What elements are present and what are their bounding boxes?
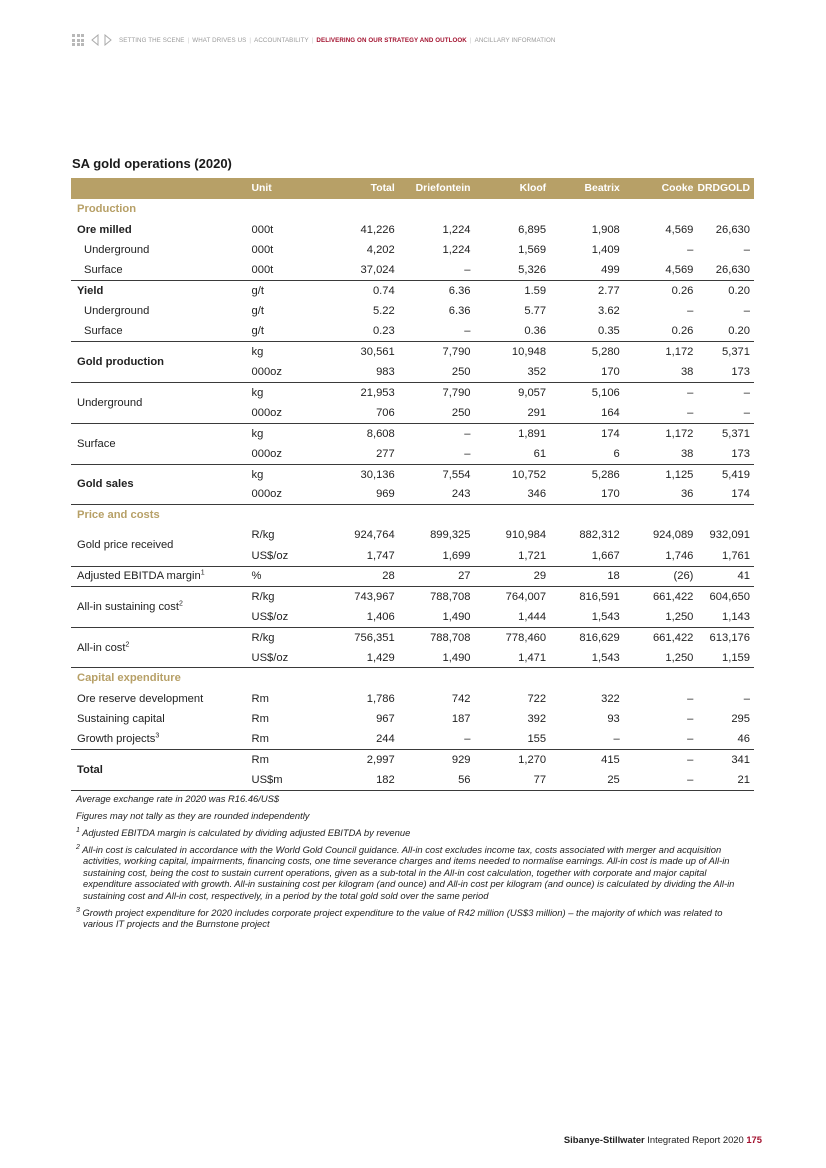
previous-page-icon[interactable] bbox=[90, 34, 100, 46]
row-label-text: Surface bbox=[84, 325, 123, 338]
table-row bbox=[71, 525, 754, 545]
row-unit: Rm bbox=[251, 712, 269, 725]
row-value: 341 bbox=[731, 753, 750, 766]
table-row bbox=[71, 566, 754, 586]
row-value: 182 bbox=[319, 770, 399, 790]
note-rounding: Figures may not tally as they are rounded independently bbox=[76, 810, 310, 821]
footnote-marker: 2 bbox=[178, 600, 183, 608]
row-value: 41 bbox=[697, 566, 754, 586]
header-cooke: Cooke bbox=[624, 178, 698, 199]
row-label-text: Sustaining capital bbox=[77, 712, 165, 725]
row-value: 1,406 bbox=[319, 607, 399, 627]
header-kloof: Kloof bbox=[475, 178, 551, 199]
row-value: 77 bbox=[475, 770, 551, 790]
header-beatrix: Beatrix bbox=[550, 178, 624, 199]
row-unit: kg bbox=[251, 346, 264, 359]
row-value: 1,471 bbox=[475, 648, 551, 668]
row-value: 38 bbox=[624, 362, 698, 382]
row-unit: kg bbox=[251, 386, 264, 399]
table-row bbox=[71, 464, 754, 484]
row-value: 4,569 bbox=[624, 260, 698, 280]
row-value: 174 bbox=[697, 484, 754, 504]
row-value: 1,761 bbox=[697, 546, 754, 566]
row-value: – bbox=[743, 692, 750, 705]
nav-what-drives-us[interactable]: WHAT DRIVES US bbox=[192, 36, 247, 44]
footnote-2-text: All-in cost is calculated in accordance with the World Gold Council guidance. All-in cost excludes income tax, costs associated with merger and acquisition activities, working capital, impairments, financing costs, one time severance charges and items needed to normalise earnings. All-in cost is made up of All-in sustaining cost, being the cost to sustain current operations, given as a sub-total in the All-in cost calculation, together with corporate and major capital expenditure associated with growth. All-in sustaining cost per kilogram (and ounce) and All-in cost per kilogram (and ounce) is calculated by dividing the All-in sustaining cost and All-in cost, respectively, in a period by the total gold sold over the same period bbox=[82, 844, 735, 901]
row-value: 0.26 bbox=[671, 285, 694, 297]
row-label bbox=[71, 260, 248, 280]
row-unit: 000oz bbox=[248, 403, 320, 423]
table-header-row bbox=[71, 178, 754, 199]
row-value: 1,786 bbox=[366, 692, 395, 705]
row-label bbox=[71, 688, 248, 708]
row-label-text: Gold sales bbox=[77, 478, 134, 491]
row-label bbox=[71, 464, 248, 505]
row-value: 250 bbox=[399, 403, 475, 423]
row-value: 1,224 bbox=[442, 223, 471, 236]
row-value: 243 bbox=[399, 484, 475, 504]
table-notes bbox=[76, 793, 752, 935]
row-label-text: Growth projects bbox=[77, 733, 156, 746]
row-value: 756,351 bbox=[354, 631, 395, 644]
row-value: – bbox=[687, 692, 694, 705]
row-value: 788,708 bbox=[430, 631, 471, 644]
row-value: – bbox=[624, 403, 698, 423]
row-value: 5,286 bbox=[591, 468, 620, 481]
row-unit: 000oz bbox=[248, 484, 320, 504]
row-value: 1,490 bbox=[399, 648, 475, 668]
next-page-icon[interactable] bbox=[103, 34, 113, 46]
table-row bbox=[71, 219, 754, 239]
footnote-3-marker: 3 bbox=[76, 906, 80, 914]
section-row bbox=[71, 505, 754, 525]
row-label bbox=[71, 301, 248, 321]
row-label-text: Gold price received bbox=[77, 539, 174, 552]
row-value: 36 bbox=[624, 484, 698, 504]
page-number: 175 bbox=[746, 1134, 762, 1145]
row-value: 1,125 bbox=[665, 468, 694, 481]
row-unit: Rm bbox=[248, 729, 320, 749]
row-value: 174 bbox=[601, 427, 620, 440]
header-total: Total bbox=[319, 178, 399, 199]
row-label-text: Underground bbox=[77, 396, 143, 409]
row-value: 1,543 bbox=[550, 648, 624, 668]
row-unit: 000oz bbox=[248, 362, 320, 382]
section-price-and-costs: Price and costs bbox=[77, 509, 160, 522]
row-value: 392 bbox=[527, 712, 547, 725]
row-label bbox=[71, 240, 248, 260]
row-value: 155 bbox=[475, 729, 551, 749]
row-value: – bbox=[743, 386, 750, 399]
row-value: 1,429 bbox=[319, 648, 399, 668]
footnote-marker: 2 bbox=[125, 640, 130, 648]
nav-accountability[interactable]: ACCOUNTABILITY bbox=[254, 36, 309, 44]
row-value: 4,202 bbox=[366, 243, 395, 256]
table-row bbox=[71, 383, 754, 403]
row-value: 661,422 bbox=[652, 631, 694, 644]
row-label bbox=[71, 750, 248, 791]
row-label bbox=[71, 709, 248, 729]
row-value: (26) bbox=[624, 566, 698, 586]
row-value: 26,630 bbox=[715, 223, 750, 236]
row-value: 6 bbox=[550, 444, 624, 464]
row-unit: kg bbox=[251, 427, 264, 440]
footnote-2-marker: 2 bbox=[76, 843, 80, 851]
row-value: – bbox=[464, 427, 471, 440]
row-value: 5,419 bbox=[722, 468, 750, 481]
table-row bbox=[71, 423, 754, 443]
page-footer bbox=[564, 1134, 762, 1145]
row-value: 1,444 bbox=[475, 607, 551, 627]
row-unit: 000t bbox=[251, 223, 274, 236]
row-value: 2,997 bbox=[366, 753, 395, 766]
row-value: 30,136 bbox=[360, 468, 395, 481]
row-value: – bbox=[743, 305, 750, 318]
row-unit: g/t bbox=[251, 285, 264, 297]
section-capital-expenditure: Capital expenditure bbox=[77, 672, 181, 685]
sa-gold-operations-table bbox=[71, 178, 754, 791]
row-value: 1,746 bbox=[624, 546, 698, 566]
note-exchange-rate: Average exchange rate in 2020 was R16.46/US$ bbox=[76, 793, 280, 804]
row-value: 6.36 bbox=[448, 285, 471, 297]
row-label-text: Underground bbox=[84, 243, 150, 256]
row-value: – bbox=[624, 729, 698, 749]
row-value: 1,250 bbox=[624, 648, 698, 668]
row-value: – bbox=[399, 321, 475, 341]
row-value: 61 bbox=[475, 444, 551, 464]
row-value: 322 bbox=[601, 692, 620, 705]
header-driefontein: Driefontein bbox=[399, 178, 475, 199]
row-value: 1,908 bbox=[591, 223, 620, 236]
row-value: – bbox=[687, 386, 694, 399]
row-value: 1.59 bbox=[524, 285, 547, 297]
row-value: 173 bbox=[697, 362, 754, 382]
row-label bbox=[71, 525, 248, 566]
row-value: 967 bbox=[376, 712, 395, 725]
row-value: 910,984 bbox=[505, 529, 547, 542]
footnote-1-marker: 1 bbox=[76, 826, 80, 834]
row-value: 1,409 bbox=[591, 243, 620, 256]
row-value: 30,561 bbox=[360, 346, 395, 359]
table-title: SA gold operations (2020) bbox=[72, 156, 232, 171]
row-value: 21,953 bbox=[360, 386, 395, 399]
row-unit: g/t bbox=[248, 321, 320, 341]
table-row bbox=[71, 688, 754, 708]
row-value: 1,490 bbox=[399, 607, 475, 627]
row-value: – bbox=[624, 770, 698, 790]
header-drdgold: DRDGOLD bbox=[697, 178, 754, 199]
row-label bbox=[71, 627, 248, 668]
row-value: 46 bbox=[697, 729, 754, 749]
row-label-text: Gold production bbox=[77, 356, 164, 369]
table-row bbox=[71, 627, 754, 647]
row-value: 0.20 bbox=[697, 321, 754, 341]
row-value: 924,764 bbox=[354, 529, 395, 542]
row-value: 0.23 bbox=[319, 321, 399, 341]
row-value: 5,371 bbox=[722, 427, 750, 440]
row-unit: US$/oz bbox=[248, 607, 320, 627]
footer-brand: Sibanye-Stillwater bbox=[563, 1134, 645, 1145]
row-value: – bbox=[399, 260, 475, 280]
row-value: 1,747 bbox=[319, 546, 399, 566]
row-value: 93 bbox=[607, 712, 620, 725]
row-value: 1,224 bbox=[442, 243, 471, 256]
row-label bbox=[71, 383, 248, 424]
row-unit: R/kg bbox=[251, 631, 275, 644]
row-value: – bbox=[687, 753, 694, 766]
row-label bbox=[71, 729, 248, 749]
row-value: 29 bbox=[475, 566, 551, 586]
row-value: 10,752 bbox=[511, 468, 547, 481]
row-value: – bbox=[550, 729, 624, 749]
row-value: 929 bbox=[451, 753, 471, 766]
table-row bbox=[71, 586, 754, 606]
row-value: – bbox=[687, 305, 694, 318]
row-value: 3.62 bbox=[597, 305, 620, 318]
footnote-1 bbox=[76, 827, 752, 838]
row-value: 0.36 bbox=[475, 321, 551, 341]
row-value: 0.35 bbox=[550, 321, 624, 341]
row-value: 1,250 bbox=[624, 607, 698, 627]
row-unit: US$/oz bbox=[248, 546, 320, 566]
row-value: 27 bbox=[399, 566, 475, 586]
row-value: 722 bbox=[527, 692, 547, 705]
row-value: 983 bbox=[319, 362, 399, 382]
row-label bbox=[71, 219, 248, 239]
row-value: 7,790 bbox=[442, 346, 471, 359]
footer-report-name: Integrated Report 2020 bbox=[647, 1134, 744, 1145]
row-value: 932,091 bbox=[709, 529, 750, 542]
row-unit: R/kg bbox=[251, 590, 275, 603]
row-unit: 000t bbox=[251, 243, 274, 256]
row-value: 173 bbox=[697, 444, 754, 464]
section-row bbox=[71, 199, 754, 219]
footnote-marker: 3 bbox=[155, 732, 160, 740]
row-value: 346 bbox=[475, 484, 551, 504]
row-value: 816,591 bbox=[579, 590, 620, 603]
row-value: 969 bbox=[319, 484, 399, 504]
row-value: 170 bbox=[550, 484, 624, 504]
header-unit: Unit bbox=[248, 178, 320, 199]
nav-delivering-on-strategy[interactable]: DELIVERING ON OUR STRATEGY AND OUTLOOK bbox=[316, 36, 467, 44]
row-label-text: Surface bbox=[84, 264, 123, 277]
section-production: Production bbox=[77, 203, 137, 216]
footnote-3-text: Growth project expenditure for 2020 includes corporate project expenditure to the value of R42 million (US$3 million) – the majority of which was related to various IT projects and the Burnstone project bbox=[82, 906, 723, 930]
row-value: 41,226 bbox=[360, 223, 395, 236]
row-value: – bbox=[399, 444, 475, 464]
row-value: 7,554 bbox=[442, 468, 471, 481]
nav-ancillary-information[interactable]: ANCILLARY INFORMATION bbox=[474, 36, 556, 44]
top-navigation: SETTING THE SCENE | WHAT DRIVES US | ACCOUNTABILITY | DELIVERING ON OUR STRATEGY AND OUTLOOK | ANCILLARY INFORMATION bbox=[72, 33, 558, 47]
row-value: 1,143 bbox=[697, 607, 754, 627]
row-value: 0.26 bbox=[624, 321, 698, 341]
row-label-text: All-in cost bbox=[77, 641, 126, 654]
row-value: 5.22 bbox=[372, 305, 395, 318]
row-value: 816,629 bbox=[579, 631, 620, 644]
table-row bbox=[71, 301, 754, 321]
row-value: 5,371 bbox=[722, 346, 750, 359]
row-value: 1,721 bbox=[475, 546, 551, 566]
row-value: 37,024 bbox=[319, 260, 399, 280]
table-row bbox=[71, 709, 754, 729]
row-value: 291 bbox=[475, 403, 551, 423]
row-value: 0.20 bbox=[728, 285, 750, 297]
footnote-3 bbox=[76, 907, 752, 930]
row-unit: Rm bbox=[251, 692, 269, 705]
row-value: 1,891 bbox=[518, 427, 547, 440]
row-value: 1,270 bbox=[518, 753, 547, 766]
row-value: 9,057 bbox=[518, 386, 547, 399]
row-label bbox=[71, 566, 248, 586]
row-value: – bbox=[687, 712, 694, 725]
row-label-text: Surface bbox=[77, 437, 116, 450]
row-value: 604,650 bbox=[709, 590, 750, 603]
footnote-marker: 1 bbox=[200, 569, 205, 577]
row-unit: US$/oz bbox=[248, 648, 320, 668]
row-unit: % bbox=[248, 566, 320, 586]
row-value: 38 bbox=[624, 444, 698, 464]
row-label bbox=[71, 586, 248, 627]
row-value: 244 bbox=[319, 729, 399, 749]
row-label-text: Ore milled bbox=[77, 223, 132, 236]
row-value: 0.74 bbox=[372, 285, 395, 297]
table-row bbox=[71, 342, 754, 362]
row-label bbox=[71, 321, 248, 341]
row-value: 26,630 bbox=[697, 260, 754, 280]
row-label bbox=[71, 342, 248, 383]
row-unit: 000oz bbox=[248, 444, 320, 464]
row-value: – bbox=[687, 243, 694, 256]
row-value: 2.77 bbox=[597, 285, 620, 297]
row-value: 7,790 bbox=[442, 386, 471, 399]
row-unit: kg bbox=[251, 468, 264, 481]
row-unit: g/t bbox=[251, 305, 264, 318]
table-row bbox=[71, 240, 754, 260]
row-value: 1,543 bbox=[550, 607, 624, 627]
table-row bbox=[71, 321, 754, 341]
row-label-text: Total bbox=[77, 763, 103, 776]
row-value: 661,422 bbox=[652, 590, 694, 603]
row-value: 164 bbox=[550, 403, 624, 423]
table-row bbox=[71, 260, 754, 280]
row-unit: 000t bbox=[248, 260, 320, 280]
row-value: 778,460 bbox=[505, 631, 547, 644]
row-unit: US$m bbox=[248, 770, 320, 790]
row-value: 250 bbox=[399, 362, 475, 382]
row-value: 788,708 bbox=[430, 590, 471, 603]
row-value: – bbox=[399, 729, 475, 749]
row-value: 5.77 bbox=[524, 305, 547, 318]
table-row bbox=[71, 281, 754, 301]
row-value: – bbox=[697, 403, 754, 423]
row-value: 1,699 bbox=[399, 546, 475, 566]
row-value: 21 bbox=[697, 770, 754, 790]
row-value: 742 bbox=[451, 692, 471, 705]
row-value: 295 bbox=[731, 712, 750, 725]
row-value: 1,172 bbox=[665, 346, 694, 359]
row-value: 8,608 bbox=[366, 427, 395, 440]
row-value: 613,176 bbox=[709, 631, 750, 644]
row-value: 415 bbox=[601, 753, 620, 766]
row-value: 25 bbox=[550, 770, 624, 790]
row-value: 706 bbox=[319, 403, 399, 423]
nav-setting-the-scene[interactable]: SETTING THE SCENE bbox=[119, 36, 185, 44]
row-value: 1,667 bbox=[550, 546, 624, 566]
row-value: 18 bbox=[550, 566, 624, 586]
row-unit: R/kg bbox=[251, 529, 275, 542]
row-value: 352 bbox=[475, 362, 551, 382]
row-value: 924,089 bbox=[652, 529, 694, 542]
table-row bbox=[71, 750, 754, 770]
row-label bbox=[71, 423, 248, 464]
header-label bbox=[71, 178, 248, 199]
row-value: 28 bbox=[319, 566, 399, 586]
row-value: 899,325 bbox=[430, 529, 471, 542]
table-row bbox=[71, 729, 754, 749]
row-value: 499 bbox=[550, 260, 624, 280]
row-value: 764,007 bbox=[505, 590, 547, 603]
row-value: 56 bbox=[399, 770, 475, 790]
menu-grid-icon[interactable] bbox=[72, 34, 85, 46]
row-unit: Rm bbox=[251, 753, 269, 766]
row-value: – bbox=[743, 243, 750, 256]
row-label-text: Underground bbox=[84, 305, 150, 318]
row-label-text: Adjusted EBITDA margin bbox=[77, 570, 201, 583]
row-label-text: Yield bbox=[77, 285, 104, 297]
row-label bbox=[71, 281, 248, 301]
row-value: 1,569 bbox=[518, 243, 547, 256]
row-value: 187 bbox=[451, 712, 471, 725]
row-value: 170 bbox=[550, 362, 624, 382]
row-value: 1,172 bbox=[665, 427, 694, 440]
row-value: 882,312 bbox=[579, 529, 620, 542]
row-value: 4,569 bbox=[665, 223, 694, 236]
footnote-1-text: Adjusted EBITDA margin is calculated by dividing adjusted EBITDA by revenue bbox=[82, 827, 411, 838]
row-value: 743,967 bbox=[354, 590, 395, 603]
row-label-text: Ore reserve development bbox=[77, 692, 204, 705]
section-row bbox=[71, 668, 754, 688]
row-value: 1,159 bbox=[697, 648, 754, 668]
row-value: 5,106 bbox=[591, 386, 620, 399]
row-label-text: All-in sustaining cost bbox=[77, 600, 179, 613]
row-value: 10,948 bbox=[511, 346, 547, 359]
row-value: 6.36 bbox=[448, 305, 471, 318]
footnote-2 bbox=[76, 844, 752, 901]
row-value: 5,280 bbox=[591, 346, 620, 359]
row-value: 5,326 bbox=[475, 260, 551, 280]
row-value: 277 bbox=[319, 444, 399, 464]
row-value: 6,895 bbox=[518, 223, 547, 236]
